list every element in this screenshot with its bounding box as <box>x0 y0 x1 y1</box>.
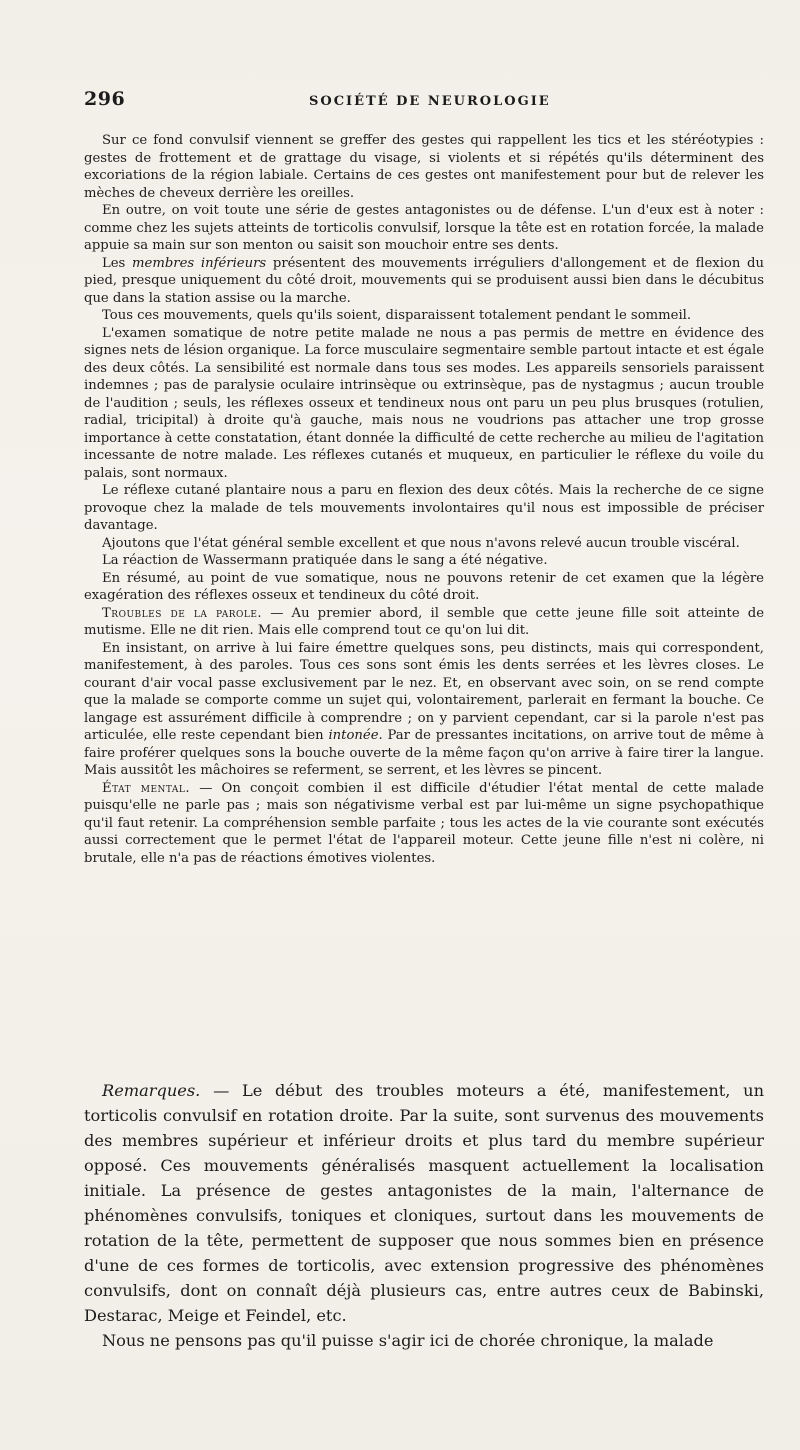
running-head: SOCIÉTÉ DE NEUROLOGIE <box>309 94 551 109</box>
remarks-paragraph: Nous ne pensons pas qu'il puisse s'agir ici de chorée chronique, la malade <box>102 1331 714 1350</box>
paragraph: En insistant, on arrive à lui faire émettre quelques sons, peu distincts, mais qui correspondent, manifestement, à des paroles. Tous ces sons sont émis les dents serrées et les lèvres closes. Le courant d'air vocal passe exclusivement par le nez. Et, en observant avec soin, on se rend compte que la malade se comporte comme un sujet qui, volontairement, parlerait en fermant la bouche. Ce langage est assurément difficile à comprendre ; on y parvient cependant, car si la parole n'est pas articulée, elle reste cependant bien intonée. Par de pressantes incitations, on arrive tout de même à faire proférer quelques sons la bouche ouverte de la même façon qu'on arrive à faire tirer la langue. Mais aussitôt les mâchoires se referment, se serrent, et les lèvres se pincent. <box>84 640 764 778</box>
italic-term: membres inférieurs <box>132 255 267 271</box>
page-number: 296 <box>84 88 126 110</box>
paragraph: Sur ce fond convulsif viennent se greffer des gestes qui rappellent les tics et les stéréotypies : gestes de frottement et de grattage du visage, si violents et si répétés qu'ils déterminent des excoriations de la région labiale. Certains de ces gestes ont manifestement pour but de relever les mèches de cheveux derrière les oreilles. <box>84 133 764 201</box>
paragraph: La réaction de Wassermann pratiquée dans le sang a été négative. <box>102 553 548 568</box>
remarks-paragraph: Remarques. — Le début des troubles moteurs a été, manifestement, un torticolis convulsif en rotation droite. Par la suite, sont survenus des mouvements des membres supérieur et inférieur droits et plus tard du membre supérieur opposé. Ces mouvements généralisés masquent actuellement la localisation initiale. La présence de gestes antagonistes de la main, l'alternance de phénomènes convulsifs, toniques et cloniques, surtout dans les mouvements de rotation de la tête, permettent de supposer que nous sommes bien en présence d'une de ces formes de torticolis, avec extension progressive des phénomènes convulsifs, dont on connaît déjà plusieurs cas, entre autres ceux de Babinski, Destarac, Meige et Feindel, etc. <box>84 1081 764 1325</box>
section-etat-mental: État mental. — On conçoit combien il est difficile d'étudier l'état mental de cette malade puisqu'elle ne parle pas ; mais son négativisme verbal est par lui-même un signe psychopathique qu'il faut retenir. La compréhension semble parfaite ; tous les actes de la vie courante sont exécutés aussi correctement que le permet l'état de l'appareil moteur. Cette jeune fille n'est ni colère, ni brutale, elle n'a pas de réactions émotives violentes. <box>84 780 764 866</box>
main-text <box>84 132 764 867</box>
page-header <box>84 88 760 118</box>
remarks-text <box>84 1078 764 1353</box>
paragraph: L'examen somatique de notre petite malade ne nous a pas permis de mettre en évidence des signes nets de lésion organique. La force musculaire segmentaire semble partout intacte et est égale des deux côtés. La sensibilité est normale dans tous ses modes. Les appareils sensoriels paraissent indemnes ; pas de paralysie oculaire intrinsèque ou extrinsèque, pas de nystagmus ; aucun trouble de l'audition ; seuls, les réflexes osseux et tendineux nous ont paru un peu plus brusques (rotulien, radial, tricipital) à droite qu'à gauche, mais nous ne voudrions pas attacher une trop grosse importance à cette constatation, étant donnée la difficulté de cette recherche au milieu de l'agitation incessante de notre malade. Les réflexes cutanés et muqueux, en particulier le réflexe du voile du palais, sont normaux. <box>84 325 764 481</box>
paragraph: En résumé, au point de vue somatique, nous ne pouvons retenir de cet examen que la légère exagération des réflexes osseux et tendineux du côté droit. <box>84 570 764 603</box>
paragraph: En outre, on voit toute une série de gestes antagonistes ou de défense. L'un d'eux est à noter : comme chez les sujets atteints de torticolis convulsif, lorsque la tête est en rotation forcée, la malade appuie sa main sur son menton ou saisit son mouchoir entre ses dents. <box>84 203 764 253</box>
paragraph: Le réflexe cutané plantaire nous a paru en flexion des deux côtés. Mais la recherche de ce signe provoque chez la malade de tels mouvements involontaires qu'il nous est impossible de préciser davantage. <box>84 483 764 533</box>
remarks-heading: Remarques. <box>102 1081 201 1100</box>
section-troubles-parole: Troubles de la parole. — Au premier abord, il semble que cette jeune fille soit atteinte de mutisme. Elle ne dit rien. Mais elle comprend tout ce qu'on lui dit. <box>84 605 764 638</box>
section-heading: Troubles de la parole. <box>102 605 263 621</box>
paragraph: Ajoutons que l'état général semble excellent et que nous n'avons relevé aucun trouble viscéral. <box>102 535 740 551</box>
italic-term: intonée. <box>328 728 383 743</box>
paragraph: Les membres inférieurs présentent des mouvements irréguliers d'allongement et de flexion du pied, presque uniquement du côté droit, mouvements qui se produisent aussi bien dans le décubitus que dans la station assise ou la marche. <box>84 255 764 306</box>
paragraph: Tous ces mouvements, quels qu'ils soient, disparaissent totalement pendant le sommeil. <box>102 308 692 323</box>
section-heading: État mental. <box>102 780 191 796</box>
